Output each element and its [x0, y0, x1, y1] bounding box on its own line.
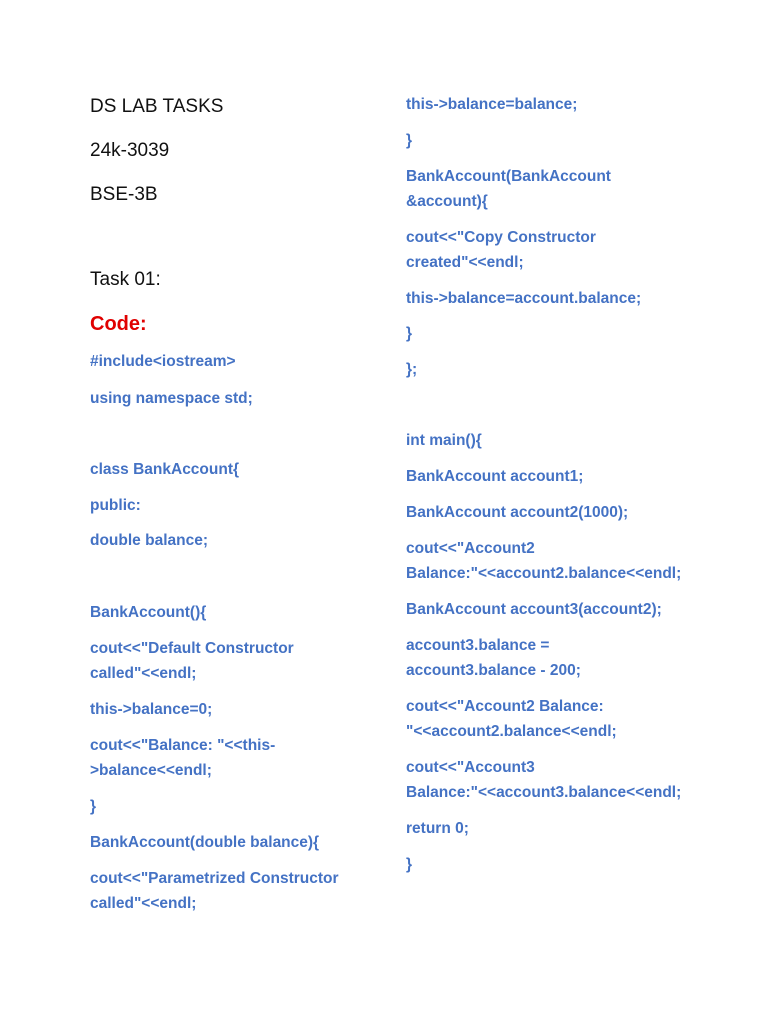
code-line-main: int main(){: [406, 432, 482, 449]
section-label: BSE-3B: [90, 184, 158, 205]
code-line-default-cout: cout<<"Default Constructor called"<<endl;: [90, 640, 294, 682]
code-line-balance-cout: cout<<"Balance: "<<this- >balance<<endl;: [90, 737, 276, 779]
code-line-public: public:: [90, 497, 141, 514]
code-line-copy-ctor: BankAccount(BankAccount &account){: [406, 168, 611, 210]
code-line-balance-zero: this->balance=0;: [90, 701, 213, 718]
code-line-assign-balance: this->balance=balance;: [406, 96, 578, 113]
code-line-main-close: }: [406, 856, 413, 873]
code-line-namespace: using namespace std;: [90, 390, 253, 407]
code-line-copy-cout: cout<<"Copy Constructor created"<<endl;: [406, 229, 596, 271]
code-line-class-decl: class BankAccount{: [90, 461, 240, 478]
course-title: DS LAB TASKS: [90, 96, 224, 117]
code-line-account3-balance-cout: cout<<"Account3 Balance:"<<account3.balance<<endl;: [406, 759, 682, 801]
code-line-include: #include<iostream>: [90, 353, 236, 370]
code-line-account2: BankAccount account2(1000);: [406, 504, 629, 521]
code-line-close-brace: }: [406, 132, 413, 149]
code-line-param-ctor: BankAccount(double balance){: [90, 834, 320, 851]
code-line-account3: BankAccount account3(account2);: [406, 601, 662, 618]
roll-number: 24k-3039: [90, 140, 170, 161]
code-line-default-ctor: BankAccount(){: [90, 604, 207, 621]
code-line-return: return 0;: [406, 820, 469, 837]
code-line-account2-balance-cout: cout<<"Account2 Balance: "<<account2.balance<<endl;: [406, 698, 617, 740]
code-line-balance-field: double balance;: [90, 532, 208, 549]
task-title: Task 01:: [90, 269, 161, 290]
code-line-close-brace: }: [406, 325, 413, 342]
code-line-close-brace: }: [90, 798, 97, 815]
code-line-account3-subtract: account3.balance = account3.balance - 200;: [406, 637, 581, 679]
code-line-account1: BankAccount account1;: [406, 468, 584, 485]
code-line-copy-assign: this->balance=account.balance;: [406, 290, 642, 307]
code-heading: Code:: [90, 313, 147, 335]
code-line-class-end: };: [406, 361, 418, 378]
code-line-param-cout: cout<<"Parametrized Constructor called"<<endl;: [90, 870, 339, 912]
code-line-account2-cout: cout<<"Account2 Balance:"<<account2.balance<<endl;: [406, 540, 682, 582]
